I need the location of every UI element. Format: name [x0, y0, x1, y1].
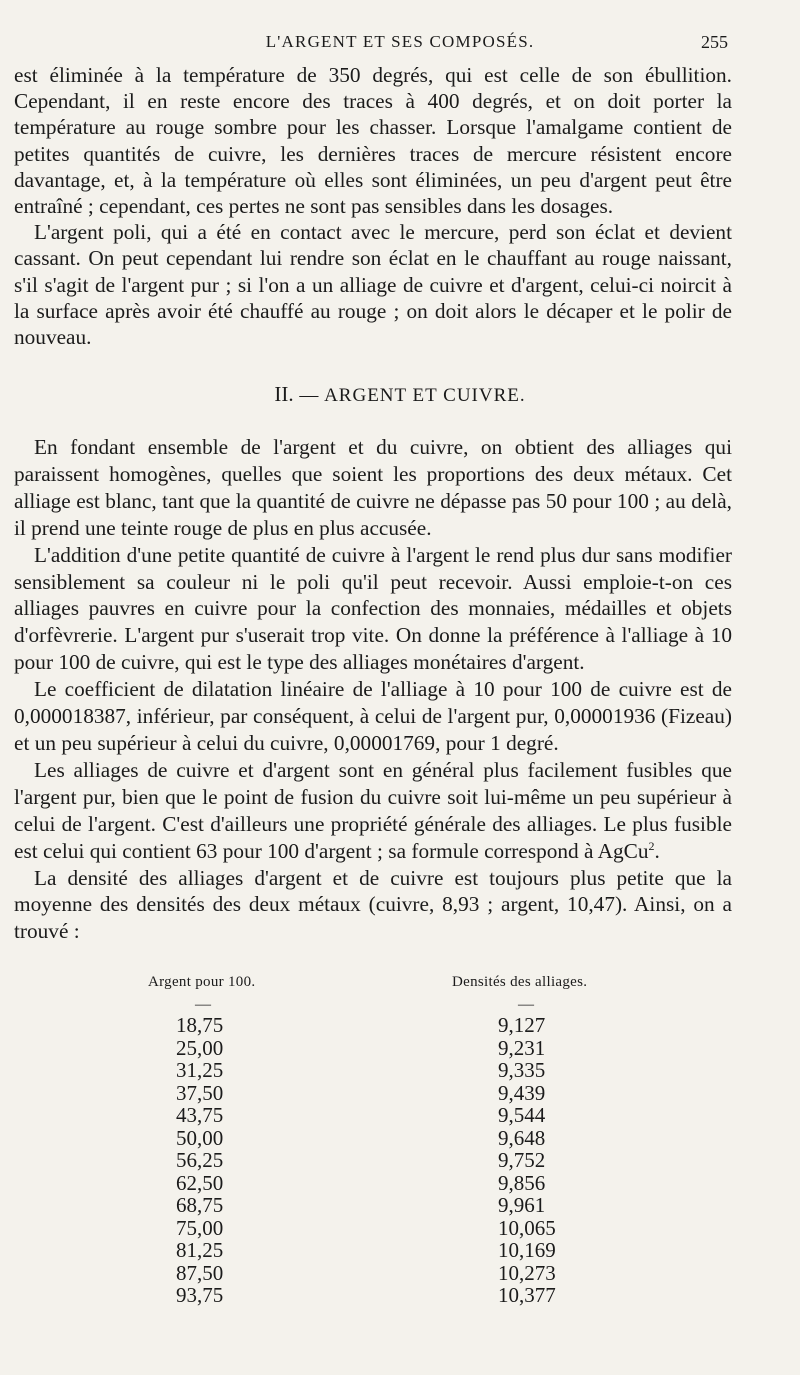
paragraph-dilatation: Le coefficient de dilatation linéaire de l'alliage à 10 pour 100 de cuivre est de 0,000018387, inférieur, par conséquent, à celui de l'argent pur, 0,00001936 (Fizeau) et un peu supérieur à celui du cuivre, 0,00001769, pour 1 degré.: [14, 677, 732, 755]
paragraph-density: La densité des alliages d'argent et de cuivre est toujours plus petite que la moyenne des densités des deux métaux (cuivre, 8,93 ; argent, 10,47). Ainsi, on a trouvé :: [14, 865, 732, 944]
density-value: 9,127: [498, 1013, 546, 1037]
density-value: 10,169: [498, 1238, 556, 1262]
paragraph-coinage: L'addition d'une petite quantité de cuivre à l'argent le rend plus dur sans modifier sensiblement sa couleur ni le poli qu'il peut recevoir. Aussi emploie-t-on ces alliages pauvres en cuivre pour la confection des monnaies, médailles et objets d'orfèvrerie. L'argent pur s'userait trop vite. On donne la préférence à l'alliage à 10 pour 100 de cuivre, qui est le type des alliages monétaires d'argent.: [14, 542, 732, 675]
density-value: 9,752: [498, 1148, 546, 1172]
fusibility-text: Les alliages de cuivre et d'argent sont en général plus facilement fusibles que l'argent pur, bien que le point de fusion du cuivre soit lui-même un peu supérieur à celui de l'argent. C'est d'ailleurs une propriété générale des alliages. Le plus fusible est celui qui contient 63 pour 100 d'argent ; sa formule correspond à AgCu: [14, 757, 732, 863]
paragraph-alloys: En fondant ensemble de l'argent et du cuivre, on obtient des alliages qui paraissent homogènes, quelles que soient les proportions des deux métaux. Cet alliage est blanc, tant que la quantité de cuivre ne dépasse pas 50 pour 100 ; au delà, il prend une teinte rouge de plus en plus accusée.: [14, 435, 732, 540]
section-text: [14, 434, 732, 945]
density-value: 9,856: [498, 1170, 546, 1195]
argent-value: 68,75: [176, 1193, 224, 1217]
density-value: 10,377: [498, 1283, 556, 1307]
argent-value: 87,50: [176, 1260, 224, 1285]
formula-period: .: [654, 838, 660, 863]
density-value: 9,544: [498, 1103, 546, 1127]
page-number: 255: [701, 32, 728, 52]
density-value: 9,648: [498, 1125, 546, 1150]
column-header-argent: Argent pour 100.: [148, 974, 256, 990]
paragraph-polished-silver: L'argent poli, qui a été en contact avec le mercure, perd son éclat et devient cassant. On peut cependant lui rendre son éclat en le chauffant au rouge naissant, s'il s'agit de l'argent pur ; si l'on a un alliage de cuivre et d'argent, celui-ci noircit à la surface après avoir été chauffé au rouge ; on doit alors le décaper et le polir de nouveau.: [14, 220, 732, 350]
intro-text: [14, 62, 732, 350]
section-title: ARGENT ET CUIVRE.: [324, 385, 526, 406]
argent-value: 43,75: [176, 1103, 224, 1127]
column-dash-right: —: [518, 996, 534, 1013]
column-header-densites: Densités des alliages.: [452, 974, 588, 990]
density-value: 9,439: [498, 1080, 546, 1105]
running-header: [0, 28, 800, 58]
argent-value: 50,00: [176, 1125, 224, 1150]
paragraph-continuation: est éliminée à la température de 350 degrés, qui est celle de son ébullition. Cependant, il en reste encore des traces à 400 degrés, et on doit porter la température au rouge sombre pour les chasser. Lorsque l'amalgame contient de petites quantités de cuivre, les dernières traces de mercure résistent encore davantage, et, à la température où elles sont éliminées, un peu d'argent peut être entraîné ; cependant, ces pertes ne sont pas sensibles dans les dosages.: [14, 63, 732, 219]
argent-value: 81,25: [176, 1238, 224, 1262]
running-title: L'ARGENT ET SES COMPOSÉS.: [265, 32, 535, 51]
column-argent: [176, 1014, 223, 1307]
argent-value: 62,50: [176, 1170, 224, 1195]
argent-value: 75,00: [176, 1215, 224, 1240]
section-dash: —: [299, 385, 320, 406]
density-value: 9,335: [498, 1058, 546, 1082]
formula-superscript: 2: [648, 838, 655, 853]
argent-value: 31,25: [176, 1058, 224, 1082]
argent-value: 37,50: [176, 1080, 224, 1105]
density-value: 9,231: [498, 1035, 546, 1060]
column-dash-left: —: [195, 996, 211, 1013]
density-value: 10,273: [498, 1260, 556, 1285]
argent-value: 56,25: [176, 1148, 224, 1172]
density-value: 10,065: [498, 1215, 556, 1240]
density-value: 9,961: [498, 1193, 546, 1217]
argent-value: 25,00: [176, 1035, 224, 1060]
paragraph-fusibility: [14, 757, 732, 865]
column-densites: [498, 1014, 556, 1307]
argent-value: 93,75: [176, 1283, 224, 1307]
section-heading: [0, 382, 800, 407]
section-number: II.: [274, 382, 294, 406]
argent-value: 18,75: [176, 1013, 224, 1037]
